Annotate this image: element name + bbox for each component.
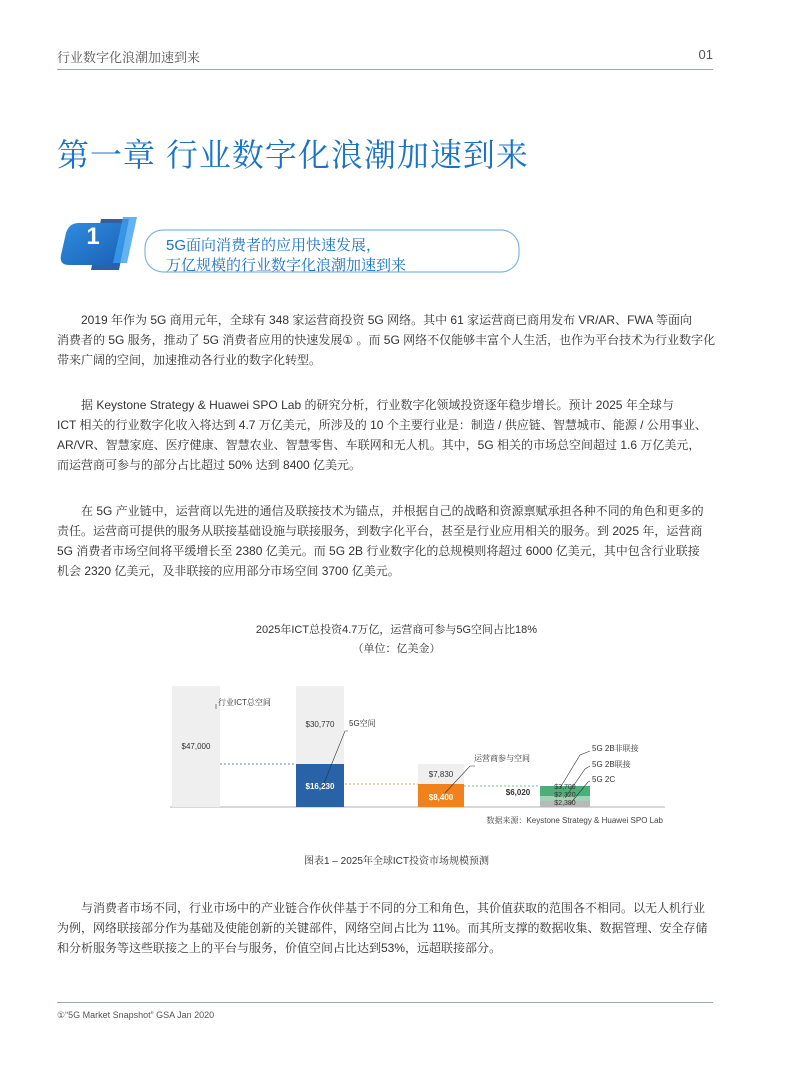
value-label-2c: $2,380 <box>554 800 576 807</box>
value-label-ict-total: $47,000 <box>181 742 211 751</box>
value-label-remaining: $6,020 <box>505 788 531 797</box>
chart-title: 2025年ICT总投资4.7万亿，运营商可参与5G空间占比18% <box>255 624 538 636</box>
section-heading-line-2: 万亿规模的行业数字化浪潮加速到来 <box>166 257 407 274</box>
footer-divider <box>57 1002 713 1003</box>
value-label-operator-space: $8,400 <box>428 793 454 802</box>
value-label-5g-space: $16,230 <box>305 782 335 791</box>
annotation-5g-2b-connection: 5G 2B联接 <box>592 760 631 769</box>
paragraph-line: 在 5G 产业链中，运营商以先进的通信及联接技术为锚点，并根据自己的战略和资源禀赋承担各种不同的角色和更多的 <box>81 504 704 518</box>
paragraph-4 <box>57 898 713 958</box>
header-divider <box>57 69 713 70</box>
chart-source: 数据来源：Keystone Strategy & Huawei SPO Lab <box>486 816 663 825</box>
annotation-5g-2c: 5G 2C <box>592 775 616 784</box>
page-number: 01 <box>698 47 713 62</box>
paragraph-line: 责任。运营商可提供的服务从联接基础设施与联接服务，到数字化平台，甚至是行业应用相关的服务。到 2025 年，运营商 <box>57 524 703 538</box>
paragraph-line: 2019 年作为 5G 商用元年，全球有 348 家运营商投资 5G 网络。其中 61 家运营商已商用发布 VR/AR、FWA 等面向 <box>81 313 692 327</box>
annotation-5g-space: 5G空间 <box>349 719 376 728</box>
section-number: 1 <box>86 223 100 250</box>
figure-caption: 图表1 – 2025年全球ICT投资市场规模预测 <box>303 856 490 867</box>
paragraph-line: 为例，网络联接部分作为基础及使能创新的关键部件，网络空间占比为 11%。而其所支撑的数据收集、数据管理、安全存储 <box>57 921 708 935</box>
leader-2b-non <box>560 751 590 788</box>
footnote: ①“5G Market Snapshot” GSA Jan 2020 <box>57 1010 215 1020</box>
chart-subtitle: （单位：亿美金） <box>352 643 441 655</box>
annotation-5g-2b-non-connection: 5G 2B非联接 <box>592 744 639 753</box>
annotation-ict-total: 行业ICT总空间 <box>218 698 271 707</box>
paragraph-line: 5G 消费者市场空间将平缓增长至 2380 亿美元。而 5G 2B 行业数字化的总规模则将超过 6000 亿美元，其中包含行业联接 <box>57 544 700 558</box>
paragraph-line: 机会 2320 亿美元，及非联接的应用部分市场空间 3700 亿美元。 <box>57 564 400 578</box>
paragraph-line: 而运营商可参与的部分占比超过 50% 达到 8400 亿美元。 <box>57 458 362 472</box>
paragraph-2 <box>57 395 713 475</box>
running-header-title: 行业数字化浪潮加速到来 <box>57 50 201 65</box>
paragraph-line: 据 Keystone Strategy & Huawei SPO Lab 的研究分析，行业数字化领域投资逐年稳步增长。预计 2025 年全球与 <box>81 398 674 412</box>
value-label-2b-conn: $2,320 <box>554 792 576 799</box>
paragraph-line: ICT 相关的行业数字化收入将达到 4.7 万亿美元，所涉及的 10 个主要行业是：制造 / 供应链、智慧城市、能源 / 公用事业、 <box>57 418 707 432</box>
paragraph-line: 与消费者市场不同，行业市场中的产业链合作伙伴基于不同的分工和角色，其价值获取的范围各不相同。以无人机行业 <box>81 901 706 915</box>
paragraph-line: 带来广阔的空间，加速推动各行业的数字化转型。 <box>57 353 322 367</box>
annotation-operator-space: 运营商参与空间 <box>474 754 530 763</box>
value-label-operator-total: $7,830 <box>428 770 454 779</box>
paragraph-line: 和分析服务等这些联接之上的平台与服务，价值空间占比达到53%，远超联接部分。 <box>57 941 502 955</box>
value-label-5g-total: $30,770 <box>305 720 335 729</box>
paragraph-1 <box>57 310 716 370</box>
chapter-title: 第一章 行业数字化浪潮加速到来 <box>57 137 529 173</box>
paragraph-line: AR/VR、智慧家庭、医疗健康、智慧农业、智慧零售、车联网和无人机。其中，5G 相关的市场总空间超过 1.6 万亿美元， <box>57 438 701 452</box>
paragraph-line: 消费者的 5G 服务，推动了 5G 消费者应用的快速发展① 。而 5G 网络不仅能够丰富个人生活，也作为平台技术为行业数字化 <box>57 333 716 347</box>
paragraph-3 <box>57 501 713 581</box>
value-label-2b-non: $3,700 <box>554 784 576 791</box>
section-heading-line-1: 5G面向消费者的应用快速发展， <box>166 237 382 254</box>
